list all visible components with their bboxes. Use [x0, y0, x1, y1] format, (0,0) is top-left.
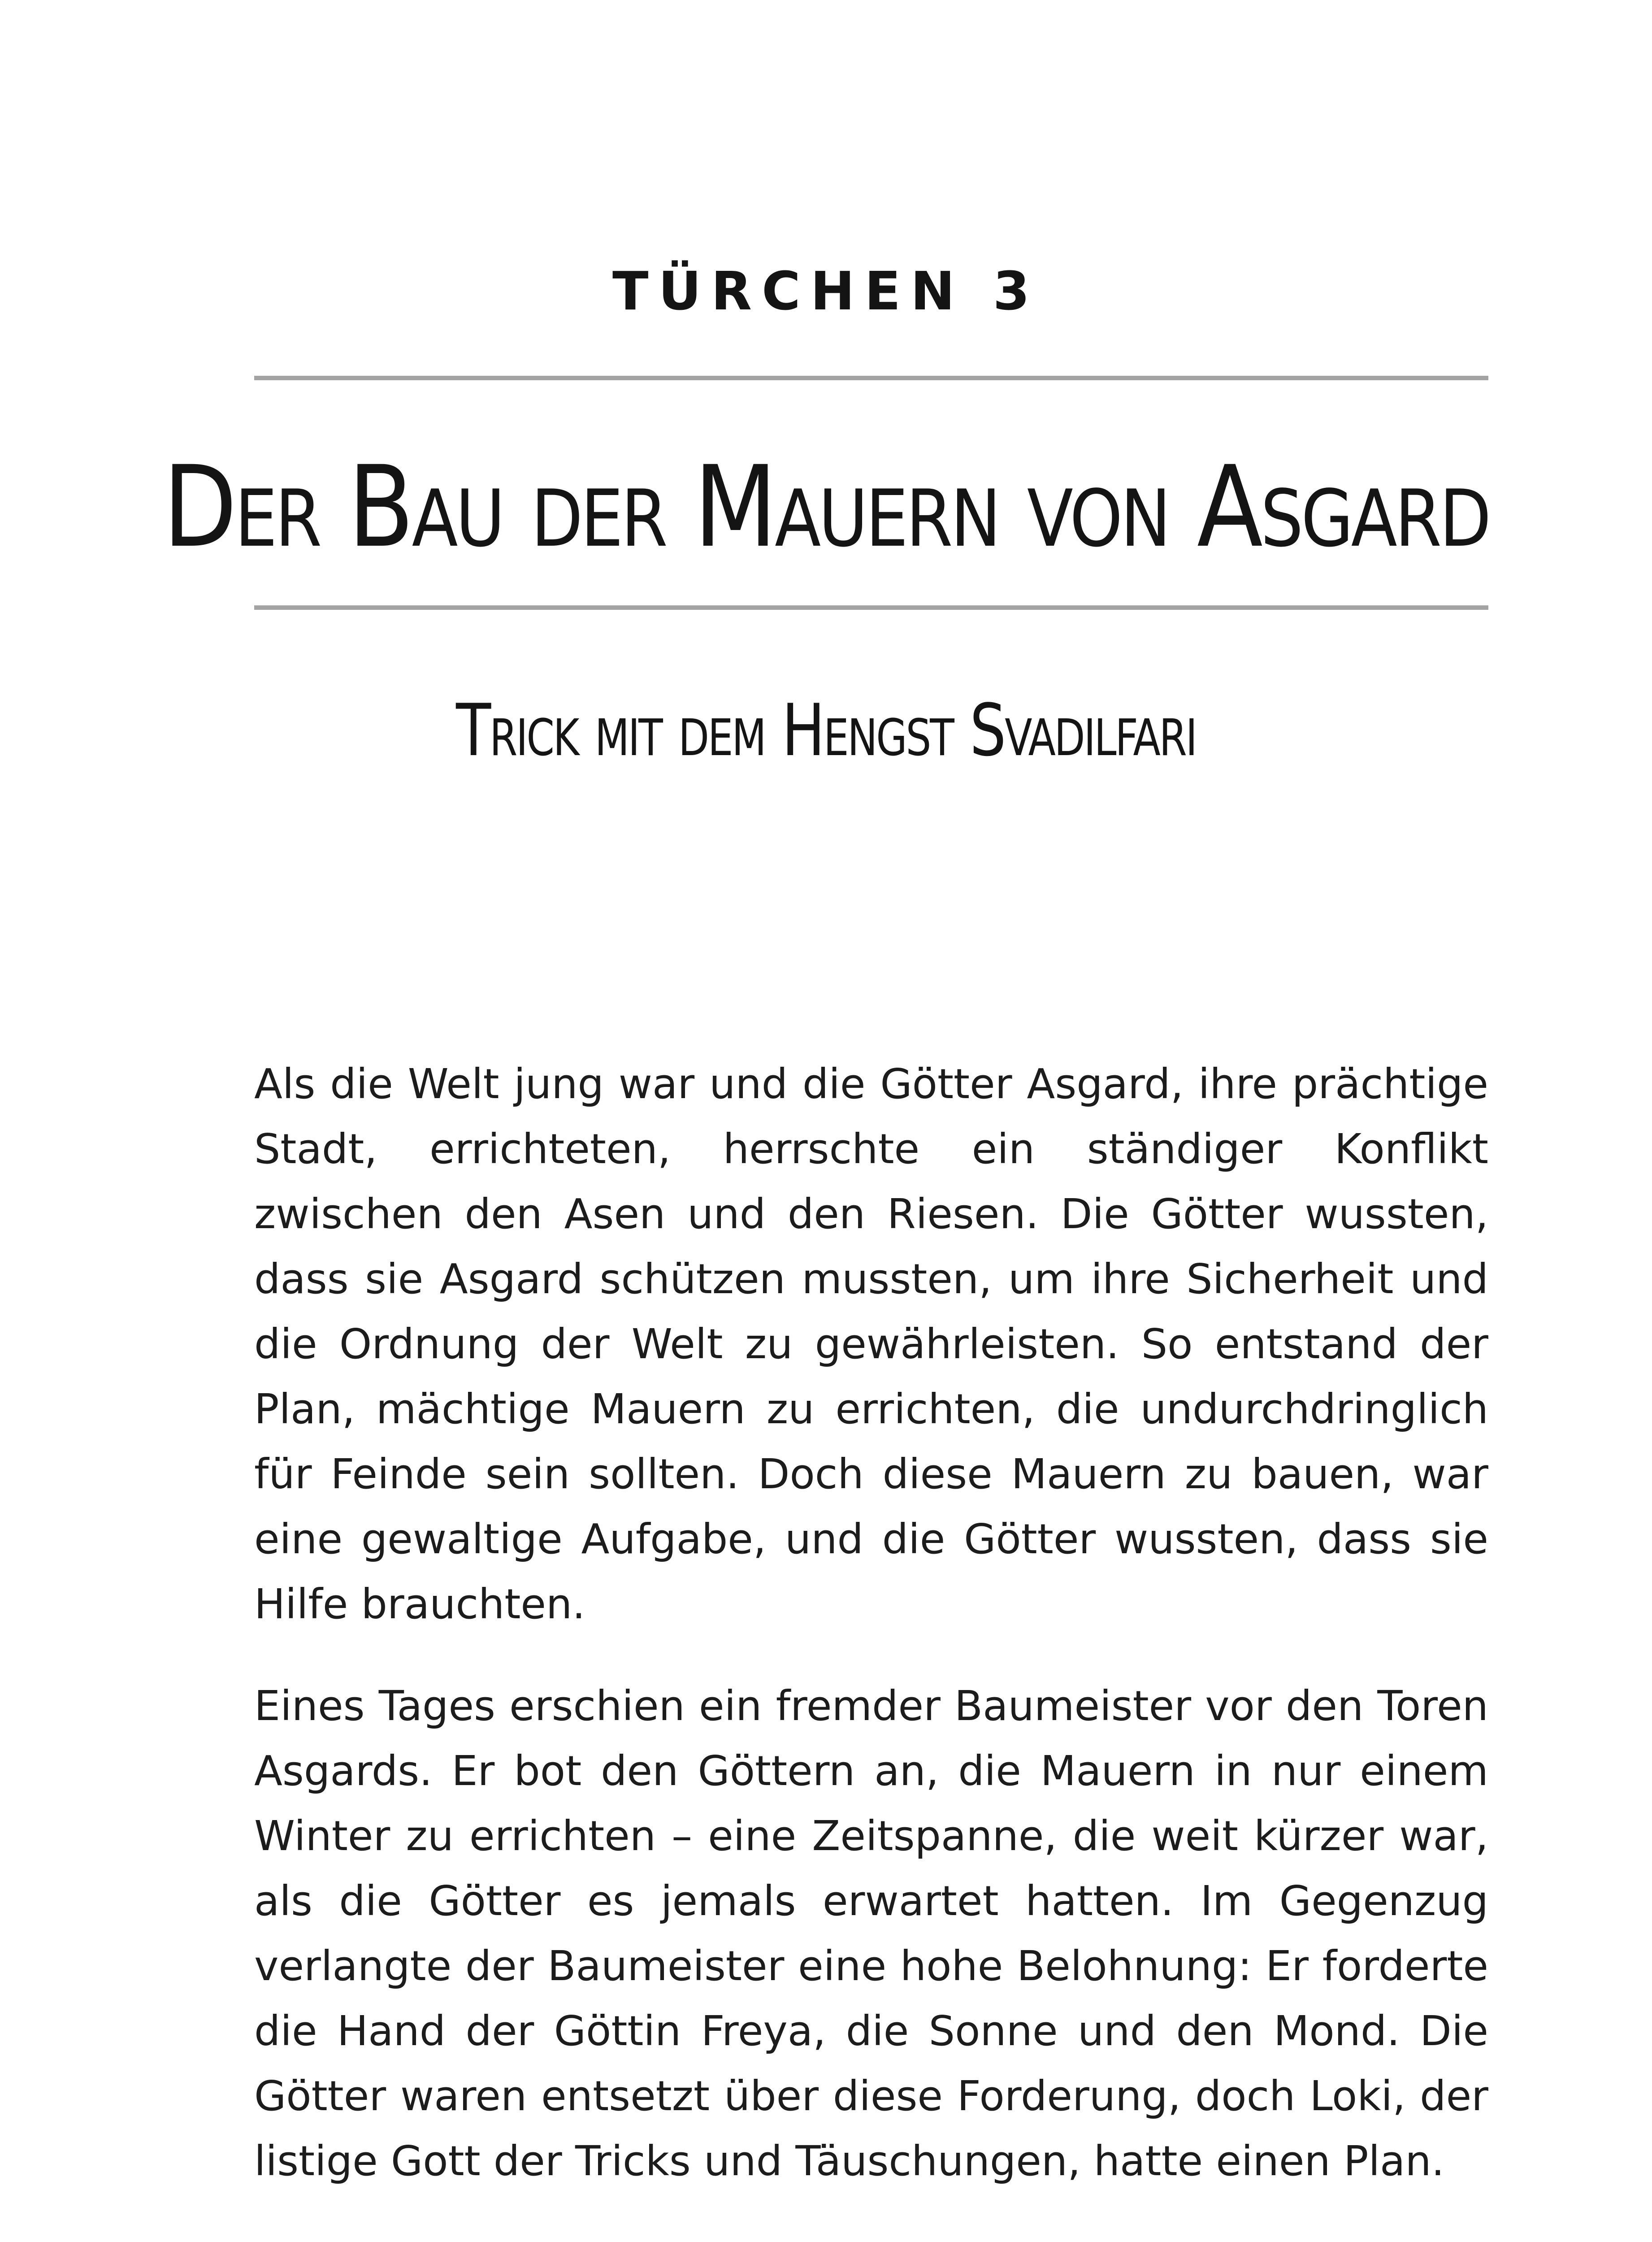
- paragraph: Eines Tages erschien ein fremder Baumeister vor den Toren Asgards. Er bot den Göttern an, die Mauern in nur einem Winter zu errichten – eine Zeitspanne, die weit kürzer war, als die Götter es jemals erwartet hatten. Im Gegenzug verlangte der Baumeister eine hohe Belohnung: Er forderte die Hand der Göttin Freya, die Sonne und den Mond. Die Götter waren entsetzt über diese Forderung, doch Loki, der listige Gott der Tricks und Täuschungen, hatte einen Plan.: [254, 1682, 1488, 2185]
- divider-bottom: [254, 605, 1488, 610]
- paragraph: Als die Welt jung war und die Götter Asgard, ihre prächtige Stadt, errichteten, herrschte ein ständiger Konflikt zwischen den Asen und den Riesen. Die Götter wussten, dass sie Asgard schützen mussten, um ihre Sicherheit und die Ordnung der Welt zu gewährleisten. So entstand der Plan, mächtige Mauern zu errichten, die undurchdringlich für Feinde sein sollten. Doch diese Mauern zu bauen, war eine gewaltige Aufgabe, und die Götter wussten, dass sie Hilfe brauchten.: [254, 1060, 1488, 1628]
- body-text: [254, 1051, 1488, 2230]
- chapter-title: Der Bau der Mauern von Asgard: [163, 442, 1489, 572]
- divider-top: [254, 376, 1488, 380]
- chapter-label: TÜRCHEN 3: [612, 260, 1040, 322]
- chapter-subtitle: Trick mit dem Hengst Svadilfari: [456, 688, 1196, 772]
